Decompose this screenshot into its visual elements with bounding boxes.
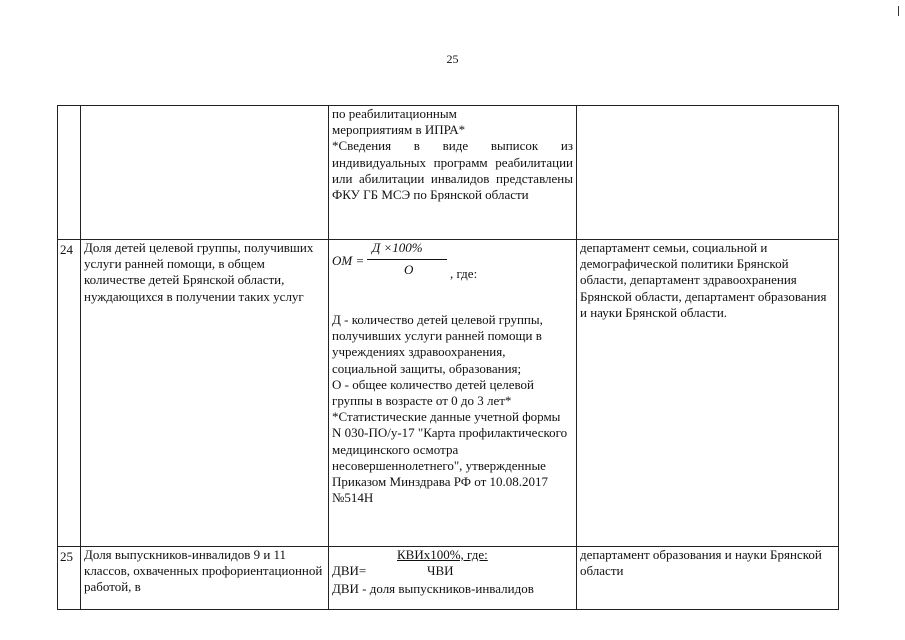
- formula-numerator: КВИх100%, где:: [397, 547, 488, 562]
- responsible-cell: [577, 106, 839, 240]
- table-row: [58, 106, 839, 240]
- responsible-cell: департамент семьи, социальной и демографической политики Брянской области, департамент здравоохранения Брянской области, департамент образования и науки Брянской области.: [577, 240, 839, 547]
- table-row: [58, 240, 839, 547]
- formula-lhs: ДВИ=: [332, 563, 367, 578]
- formula-denominator: О: [404, 262, 414, 277]
- formula-text-line: мероприятиям в ИПРА*: [332, 122, 466, 138]
- row-number-cell: 24: [58, 240, 81, 547]
- formula-lhs: ОМ =: [332, 253, 365, 268]
- row-number-cell: 25: [58, 547, 81, 610]
- formula-tail: , где:: [450, 266, 478, 281]
- formula-ratio: [332, 547, 573, 581]
- formula-numerator: Д ×100%: [372, 240, 423, 255]
- formula-text-line: по реабилитационным: [332, 106, 457, 121]
- formula-cell: [329, 240, 577, 547]
- data-source-note: *Статистические данные учетной формы N 030-ПО/у-17 "Карта профилактического медицинского осмотра несовершеннолетнего", утвержденные Приказом Минздрава РФ от 10.08.2017 №514Н: [332, 409, 568, 506]
- formula-cell: [329, 547, 577, 610]
- formula-cell: [329, 106, 577, 240]
- indicator-name-cell: Доля выпускников-инвалидов 9 и 11 классов, охваченных профориентационной работой, в: [81, 547, 329, 610]
- data-source-note: *Сведения в виде выписок из индивидуальных программ реабилитации или абилитации инвалидов представлены ФКУ ГБ МСЭ по Брянской области: [332, 138, 573, 203]
- indicators-table: [57, 105, 839, 610]
- table-row: [58, 547, 839, 610]
- indicator-name-cell: [81, 106, 329, 240]
- row-number-cell: [58, 106, 81, 240]
- definition-d: Д - количество детей целевой группы, получивших услуги ранней помощи в учреждениях здравоохранения, социальной защиты, образования;: [332, 312, 543, 376]
- definition-dvi: ДВИ - доля выпускников-инвалидов: [332, 581, 534, 596]
- page-number: 25: [446, 52, 459, 66]
- formula-denominator: ЧВИ: [427, 563, 454, 578]
- definition-o: О - общее количество детей целевой группы в возрасте от 0 до 3 лет*: [332, 376, 534, 409]
- scan-edge-mark: [898, 6, 899, 16]
- responsible-cell: департамент образования и науки Брянской области: [577, 547, 839, 610]
- indicator-name-cell: Доля детей целевой группы, получивших услуги ранней помощи, в общем количестве детей Брянской области, нуждающихся в получении таких услуг: [81, 240, 329, 547]
- fraction-bar: [367, 259, 447, 260]
- formula-fraction: [332, 242, 573, 286]
